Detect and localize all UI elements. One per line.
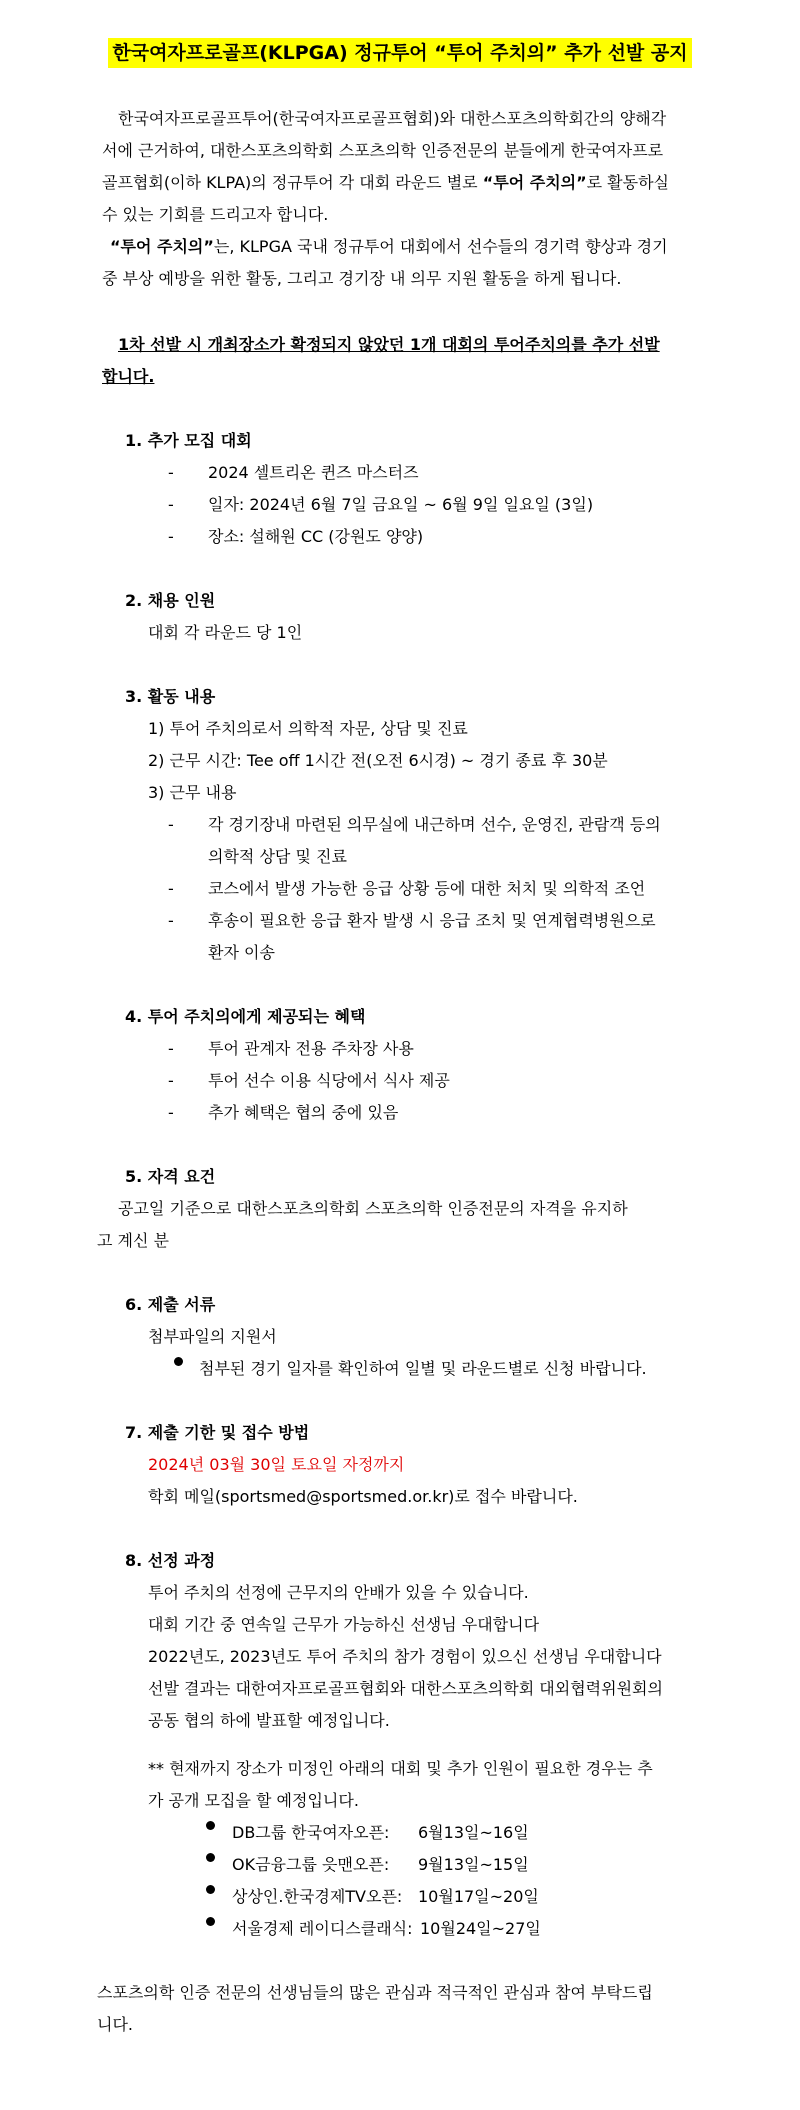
notice-line-1: 1차 선발 시 개최장소가 확정되지 않았던 1개 대회의 투어주치의를 추가 선발 [118,335,660,354]
bullet-icon [206,1853,215,1862]
additional-note-line-2: 가 공개 모집을 할 예정입니다. [148,1791,359,1810]
list-item: - 장소: 설해원 CC (강원도 양양) [168,527,424,546]
section-2-heading: 2. 채용 인원 [125,591,216,610]
section-6-bullet: 첨부된 경기 일자를 확인하여 일별 및 라운드별로 신청 바랍니다. [199,1359,647,1378]
intro-line-1: 한국여자프로골프투어(한국여자프로골프협회)와 대한스포츠의학회간의 양해각 [118,109,667,128]
intro-line-5-b: 는, KLPGA 국내 정규투어 대회에서 선수들의 경기력 향상과 경기 [213,237,668,256]
list-item: - 코스에서 발생 가능한 응급 상황 등에 대한 처치 및 의학적 조언 [168,879,646,898]
section-5-heading: 5. 자격 요건 [125,1167,216,1186]
title-wrapper [0,38,800,70]
section-3-item-1: 1) 투어 주치의로서 의학적 자문, 상담 및 진료 [148,719,468,738]
intro-line-6: 중 부상 예방을 위한 활동, 그리고 경기장 내 의무 지원 활동을 하게 됩니다. [102,269,622,288]
intro-line-5 [110,231,668,263]
section-8-line-5: 공동 협의 하에 발표할 예정입니다. [148,1711,390,1730]
submission-method: 학회 메일(sportsmed@sportsmed.or.kr)로 접수 바랍니다. [148,1487,578,1506]
intro-line-5-bold: “투어 주치의” [110,237,214,256]
bullet-icon [206,1821,215,1830]
list-item: - 후송이 필요한 응급 환자 발생 시 응급 조치 및 연계협력병원으로 [168,911,656,930]
section-1-heading: 1. 추가 모집 대회 [125,431,252,450]
list-item-continued: 의학적 상담 및 진료 [208,847,347,866]
event-dates: 10월24일~27일 [420,1919,541,1938]
section-8-line-1: 투어 주치의 선정에 근무지의 안배가 있을 수 있습니다. [148,1583,529,1602]
event-name: 서울경제 레이디스클래식: [232,1919,413,1938]
section-2-body: 대회 각 라운드 당 1인 [148,623,303,642]
event-dates: 6월13일~16일 [418,1823,529,1842]
intro-line-3-b: 로 활동하실 [586,173,669,192]
additional-note-line-1: ** 현재까지 장소가 미정인 아래의 대회 및 추가 인원이 필요한 경우는 추 [148,1759,653,1778]
list-item-continued: 환자 이송 [208,943,275,962]
list-item: - 2024 셀트리온 퀸즈 마스터즈 [168,463,419,482]
bullet-icon [206,1917,215,1926]
closing-line-2: 니다. [97,2015,133,2034]
list-item: - 일자: 2024년 6월 7일 금요일 ~ 6월 9일 일요일 (3일) [168,495,594,514]
bullet-icon [206,1885,215,1894]
intro-line-3-bold: “투어 주치의” [482,173,587,192]
intro-line-2: 서에 근거하여, 대한스포츠의학회 스포츠의학 인증전문의 분들에게 한국여자프로 [102,141,664,160]
section-8-line-3: 2022년도, 2023년도 투어 주치의 참가 경험이 있으신 선생님 우대합니다 [148,1647,662,1666]
event-dates: 10월17일~20일 [418,1887,539,1906]
section-4-heading: 4. 투어 주치의에게 제공되는 혜택 [125,1007,366,1026]
page-title: 한국여자프로골프(KLPGA) 정규투어 “투어 주치의” 추가 선발 공지 [108,38,691,68]
notice-line-2: 합니다. [102,367,155,386]
list-item: - 투어 관계자 전용 주차장 사용 [168,1039,414,1058]
section-7-heading: 7. 제출 기한 및 접수 방법 [125,1423,310,1442]
section-3-item-3: 3) 근무 내용 [148,783,237,802]
event-name: DB그룹 한국여자오픈: [232,1823,390,1842]
section-3-item-2: 2) 근무 시간: Tee off 1시간 전(오전 6시경) ~ 경기 종료 후 30분 [148,751,608,770]
deadline-text: 2024년 03월 30일 토요일 자정까지 [148,1455,405,1474]
intro-line-4: 수 있는 기회를 드리고자 합니다. [102,205,329,224]
event-name: 상상인.한국경제TV오픈: [232,1887,403,1906]
section-8-line-2: 대회 기간 중 연속일 근무가 가능하신 선생님 우대합니다 [148,1615,540,1634]
section-8-line-4: 선발 결과는 대한여자프로골프협회와 대한스포츠의학회 대외협력위원회의 [148,1679,663,1698]
intro-line-3-a: 골프협회(이하 KLPA)의 정규투어 각 대회 라운드 별로 [102,173,483,192]
section-6-heading: 6. 제출 서류 [125,1295,216,1314]
section-3-heading: 3. 활동 내용 [125,687,216,706]
event-dates: 9월13일~15일 [418,1855,529,1874]
event-name: OK금융그룹 읏맨오픈: [232,1855,390,1874]
intro-line-3 [102,167,669,199]
list-item: - 투어 선수 이용 식당에서 식사 제공 [168,1071,450,1090]
section-6-body: 첨부파일의 지원서 [148,1327,277,1346]
bullet-icon [174,1357,183,1366]
list-item: - 추가 혜택은 협의 중에 있음 [168,1103,399,1122]
closing-line-1: 스포츠의학 인증 전문의 선생님들의 많은 관심과 적극적인 관심과 참여 부탁드립 [97,1983,653,2002]
section-5-line-1: 공고일 기준으로 대한스포츠의학회 스포츠의학 인증전문의 자격을 유지하 [118,1199,628,1218]
section-8-heading: 8. 선정 과정 [125,1551,216,1570]
list-item: - 각 경기장내 마련된 의무실에 내근하며 선수, 운영진, 관람객 등의 [168,815,661,834]
section-5-line-2: 고 계신 분 [97,1231,169,1250]
